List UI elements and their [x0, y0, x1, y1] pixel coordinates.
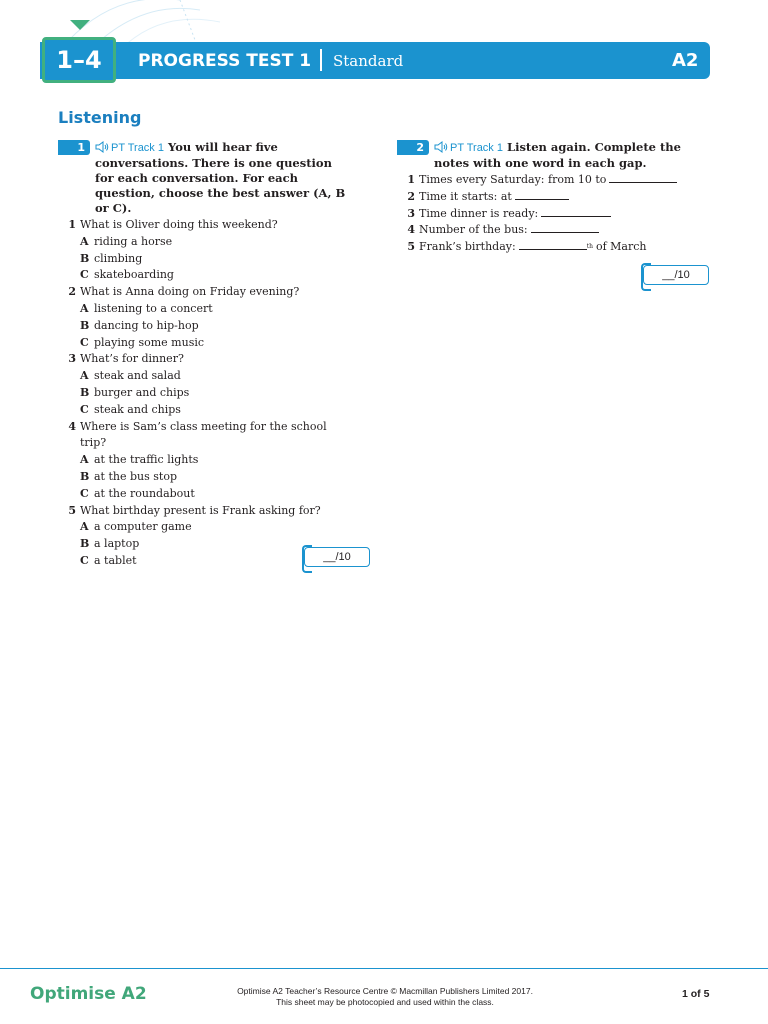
item-suffix-text: of March — [595, 240, 647, 254]
copyright-line-1: Optimise A2 Teacher’s Resource Centre © Macmillan Publishers Limited 2017. — [237, 986, 533, 996]
item-number: 5 — [407, 240, 415, 254]
gap-item-1 — [405, 172, 697, 189]
option-letter: B — [80, 251, 90, 265]
question-text: Where is Sam’s class meeting for the school trip? — [80, 419, 327, 450]
option-letter: A — [80, 234, 89, 248]
answer-gap[interactable] — [515, 189, 569, 200]
exercise-number-badge: 2 — [397, 140, 429, 155]
question-number: 3 — [68, 352, 76, 366]
level-label: A2 — [672, 50, 699, 71]
option-text: a tablet — [94, 553, 137, 567]
audio-track-label: PT Track 1 — [111, 142, 164, 154]
question-1 — [66, 217, 348, 234]
option-text: steak and chips — [94, 402, 181, 416]
exercise-number-badge: 1 — [58, 140, 90, 155]
copyright-line-2: This sheet may be photocopied and used within the class. — [276, 997, 494, 1007]
score-box-exercise-1[interactable]: __/10 — [304, 547, 370, 567]
option-letter: C — [80, 268, 89, 282]
option-text: riding a horse — [94, 234, 173, 248]
item-text: Time it starts: at — [419, 189, 512, 203]
unit-marker-triangle — [70, 20, 90, 30]
answer-option-b[interactable] — [80, 251, 348, 268]
option-letter: B — [80, 469, 90, 483]
exercise-1 — [58, 140, 348, 570]
option-letter: C — [80, 335, 89, 349]
answer-option-c[interactable] — [80, 335, 348, 352]
answer-gap[interactable] — [531, 222, 599, 233]
option-letter: A — [80, 301, 89, 315]
answer-option-a[interactable] — [80, 234, 348, 251]
test-variant: Standard — [333, 52, 404, 70]
question-4 — [66, 419, 348, 453]
question-5 — [66, 503, 348, 520]
score-box-exercise-2[interactable]: __/10 — [643, 265, 709, 285]
test-title: PROGRESS TEST 1 — [138, 51, 312, 71]
option-letter: B — [80, 318, 90, 332]
exercise-1-instruction — [58, 140, 348, 216]
question-number: 2 — [68, 285, 76, 299]
footer-copyright — [220, 986, 550, 1008]
option-text: at the bus stop — [94, 469, 177, 483]
item-text: Number of the bus: — [419, 223, 528, 237]
answer-option-b[interactable] — [80, 469, 348, 486]
question-list — [58, 217, 348, 570]
answer-gap[interactable] — [541, 206, 611, 217]
question-text: What is Anna doing on Friday evening? — [80, 285, 300, 299]
question-2 — [66, 284, 348, 301]
option-letter: A — [80, 520, 89, 534]
option-text: dancing to hip-hop — [94, 318, 199, 332]
option-text: steak and salad — [94, 369, 181, 383]
gap-item-5 — [405, 239, 697, 256]
option-letter: A — [80, 369, 89, 383]
item-text: Times every Saturday: from 10 to — [419, 173, 607, 186]
unit-badge: 1–4 — [42, 37, 116, 83]
question-3 — [66, 351, 348, 368]
answer-option-c[interactable] — [80, 402, 348, 419]
header-separator — [320, 49, 322, 71]
instruction-text: Listen again. Complete the notes with one word in each gap. — [434, 140, 681, 170]
page-number: 1 of 5 — [682, 988, 710, 1000]
option-letter: C — [80, 402, 89, 416]
item-number: 1 — [407, 173, 415, 186]
question-text: What’s for dinner? — [80, 352, 184, 366]
answer-option-b[interactable] — [80, 318, 348, 335]
exercise-2 — [397, 140, 697, 256]
answer-gap[interactable] — [519, 239, 587, 250]
option-text: playing some music — [94, 335, 205, 349]
option-text: at the roundabout — [94, 486, 195, 500]
item-number: 2 — [407, 189, 415, 203]
item-number: 4 — [407, 223, 415, 237]
speaker-icon — [95, 141, 109, 153]
answer-gap[interactable] — [609, 172, 677, 183]
speaker-icon — [434, 141, 448, 153]
instruction-text: You will hear five conversations. There is one question for each conversation. For each question, choose the best answer (A, B or C). — [95, 140, 346, 215]
question-number: 5 — [68, 503, 76, 517]
option-text: at the traffic lights — [94, 453, 199, 467]
option-text: climbing — [94, 251, 143, 265]
gap-item-4 — [405, 222, 697, 239]
option-text: a laptop — [94, 537, 140, 551]
audio-track-label: PT Track 1 — [450, 142, 503, 154]
answer-option-a[interactable] — [80, 519, 348, 536]
answer-option-c[interactable] — [80, 267, 348, 284]
option-letter: C — [80, 486, 89, 500]
gap-item-2 — [405, 189, 697, 206]
gap-fill-list — [397, 172, 697, 256]
item-text: Frank’s birthday: — [419, 240, 516, 254]
option-text: skateboarding — [94, 268, 174, 282]
section-title: Listening — [58, 108, 142, 127]
option-text: burger and chips — [94, 385, 190, 399]
ordinal-suffix: th — [586, 243, 593, 251]
gap-item-3 — [405, 206, 697, 223]
option-letter: A — [80, 453, 89, 467]
answer-option-b[interactable] — [80, 385, 348, 402]
question-text: What is Oliver doing this weekend? — [80, 218, 278, 231]
item-text: Time dinner is ready: — [419, 206, 539, 220]
question-number: 4 — [68, 419, 76, 433]
option-letter: C — [80, 553, 89, 567]
answer-option-c[interactable] — [80, 486, 348, 503]
answer-option-a[interactable] — [80, 301, 348, 318]
footer-brand: Optimise A2 — [30, 984, 147, 1004]
option-letter: B — [80, 385, 90, 399]
option-text: a computer game — [94, 520, 192, 534]
answer-option-a[interactable] — [80, 452, 348, 469]
exercise-2-instruction — [397, 140, 697, 171]
footer-divider — [0, 968, 768, 969]
item-number: 3 — [407, 206, 415, 220]
option-letter: B — [80, 537, 90, 551]
question-text: What birthday present is Frank asking for? — [80, 503, 321, 517]
question-number: 1 — [68, 218, 76, 231]
option-text: listening to a concert — [94, 301, 213, 315]
answer-option-a[interactable] — [80, 368, 348, 385]
